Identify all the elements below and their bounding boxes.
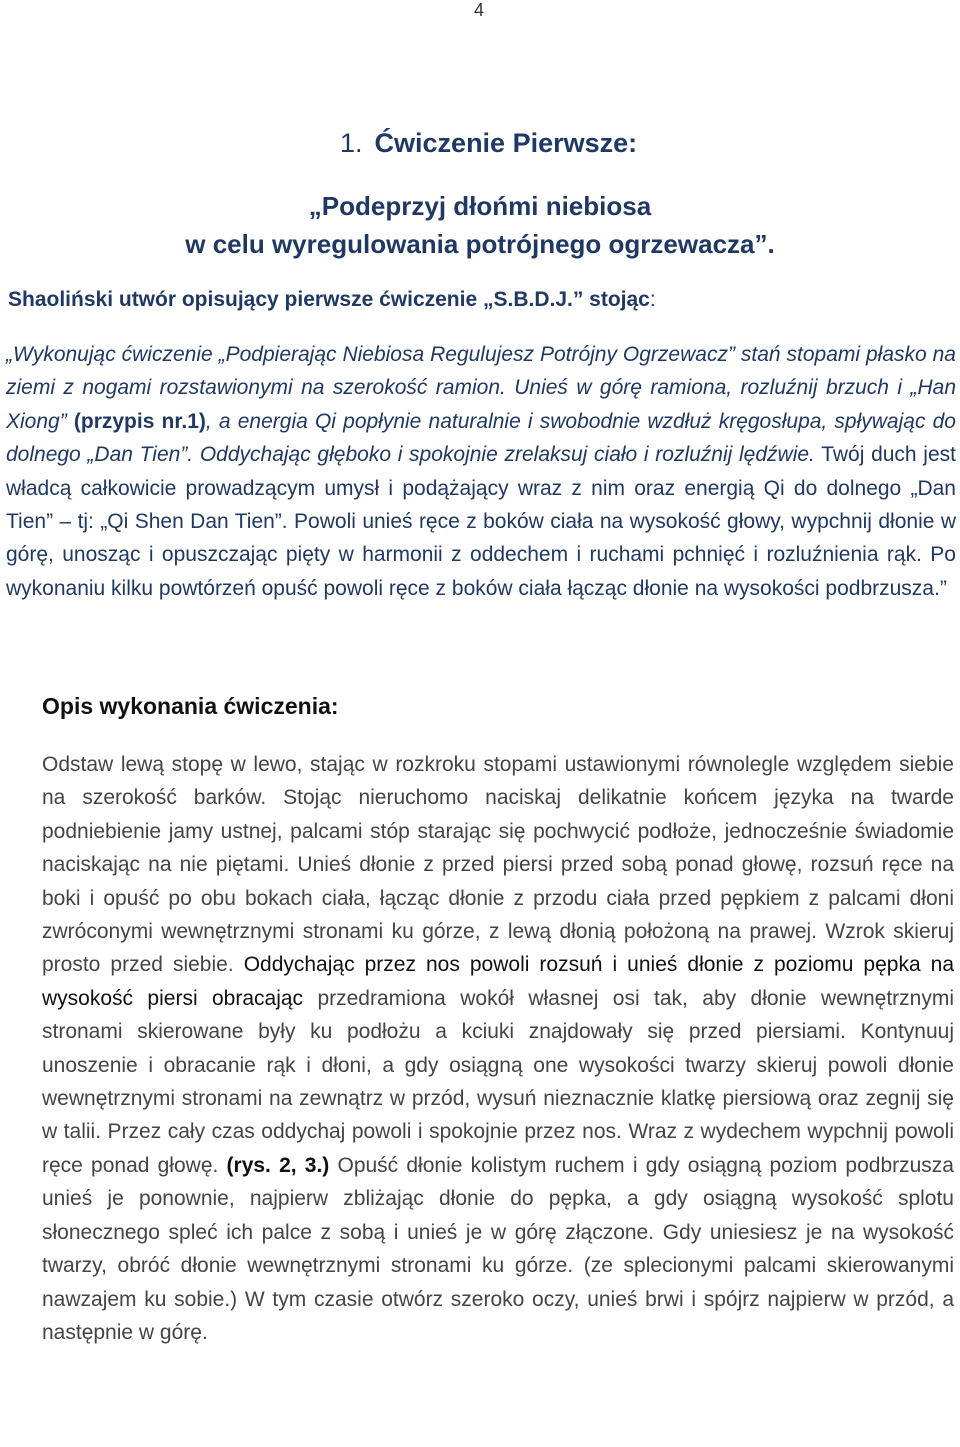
page-number: 4: [474, 0, 485, 20]
poem-heading-colon: :: [649, 288, 656, 311]
poem-text-3: Twój duch jest władcą całkowicie prowadzącym umysł i podążający wraz z nim oraz energią Qi do dolnego „Dan Tien” – tj: „Qi Shen Dan Tien”. Powoli unieś ręce z boków ciała na wysokość głowy, wypchnij dłonie w górę, unosząc i opuszczając pięty w harmonii z oddechem i ruchami pchnięć i rozluźnienia rąk. Po wykonaniu kilku powtórzeń opuść powoli ręce z boków ciała łącząc dłonie na wysokości podbrzusza.”: [6, 443, 956, 600]
description-text-1: Odstaw lewą stopę w lewo, stając w rozkroku stopami ustawionymi równolegle względem siebie na szerokość barków. Stojąc nieruchomo naciskaj delikatnie końcem języka na twarde podniebienie jamy ustnej, palcami stóp starając się pochwycić podłoże, jednocześnie świadomie naciskając na nie piętami. Unieś dłonie z przed piersi przed sobą ponad głowę, rozsuń ręce na boki i opuść po obu bokach ciała, łącząc dłonie z przodu ciała przed pępkiem z palcami dłoni zwróconymi wewnętrznymi stronami ku górze, z lewą dłonią położoną na prawej. Wzrok skieruj prosto przed siebie.: [42, 753, 954, 977]
exercise-subtitle-line-2: w celu wyregulowania potrójnego ogrzewacza”.: [185, 229, 775, 259]
description-text-4: Opuść dłonie kolistym ruchem i gdy osiągną poziom podbrzusza unieś je ponownie, najpierw zbliżając dłonie do pępka, a gdy osiągną wysokość splotu słonecznego spleć ich palce z sobą i unieś je w górę złączone. Gdy uniesiesz je na wysokość twarzy, obróć dłonie wewnętrznymi stronami ku górze. (ze splecionymi palcami skierowanymi nawzajem ku sobie.) W tym czasie otwórz szeroko oczy, unieś brwi i spójrz najpierw w przód, a następnie w górę.: [42, 1153, 954, 1344]
figure-reference: (rys. 2, 3.): [226, 1153, 330, 1177]
poem-heading-text: Shaoliński utwór opisujący pierwsze ćwiczenie „S.B.D.J.” stojąc: [8, 288, 650, 311]
chapter-title: Ćwiczenie Pierwsze:: [374, 128, 638, 158]
poem-heading: [8, 288, 656, 312]
description-text-3: przedramiona wokół własnej osi tak, aby dłonie wewnętrznymi stronami skierowane były ku podłożu a kciuki znajdowały się przed piersiami. Kontynuuj unoszenie i obracanie rąk i dłoni, a gdy osiągną one wysokości twarzy skieruj powoli dłonie wewnętrznymi stronami na zewnątrz w przód, wysuń nieznacznie klatkę piersiową oraz zegnij się w talii. Przez cały czas oddychaj powoli i spokojnie przez nos. Wraz z wydechem wypchnij powoli ręce ponad głowę.: [42, 986, 954, 1177]
description-text-2: Oddychając przez nos powoli rozsuń i unieś dłonie z poziomu pępka na wysokość piersi obracając: [42, 953, 955, 1010]
section-title: Opis wykonania ćwiczenia:: [42, 693, 339, 719]
exercise-subtitle-line-1: „Podeprzyj dłońmi niebiosa: [308, 191, 652, 221]
poem-text-2: , a energia Qi popłynie naturalnie i swobodnie wzdłuż kręgosłupa, spływając do dolnego „Dan Tien”. Oddychając głęboko i spokojnie zrelaksuj ciało i rozluźnij lędźwie.: [6, 409, 956, 467]
poem-paragraph: [6, 338, 956, 605]
footnote-reference: (przypis nr.1): [73, 409, 206, 433]
description-paragraph: [42, 748, 954, 1349]
chapter-number: 1.: [340, 128, 363, 158]
poem-text-1: „Wykonując ćwiczenie „Podpierając Niebiosa Regulujesz Potrójny Ogrzewacz” stań stopami płasko na ziemi z nogami rozstawionymi na szerokość ramion. Unieś w górę ramiona, rozluźnij brzuch i „Han Xiong”: [6, 343, 956, 433]
chapter-heading: [340, 128, 637, 159]
